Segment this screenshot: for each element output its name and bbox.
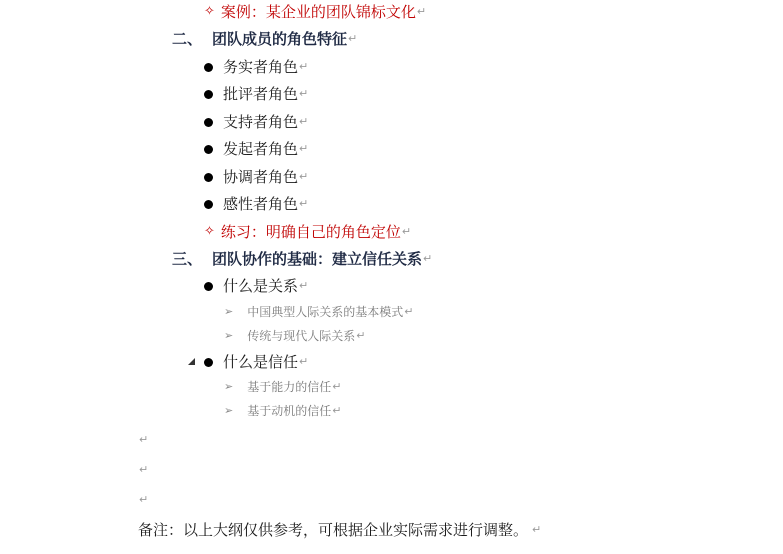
paragraph-mark-icon: ↵ <box>299 142 309 155</box>
outline-text: 支持者角色 <box>223 113 299 131</box>
outline-arrow-item[interactable] <box>224 377 341 397</box>
outline-bullet-item[interactable] <box>204 112 308 132</box>
paragraph-mark-icon: ↵ <box>299 87 309 100</box>
outline-arrow-item[interactable] <box>224 302 413 322</box>
empty-paragraph[interactable] <box>138 430 148 450</box>
outline-text: 基于动机的信任 <box>247 404 332 418</box>
paragraph-mark-icon: ↵ <box>332 404 342 417</box>
paragraph-mark-icon: ↵ <box>299 115 309 128</box>
paragraph-mark-icon: ↵ <box>416 5 427 18</box>
paragraph-mark-icon: ↵ <box>356 329 366 342</box>
outline-bullet-item[interactable] <box>204 84 308 104</box>
note-paragraph[interactable] <box>138 520 541 540</box>
heading-text: 团队成员的角色特征 <box>212 30 348 48</box>
outline-text: 案例：某企业的团队锦标文化 <box>220 3 416 21</box>
outline-line-exercise[interactable] <box>204 222 411 242</box>
bullet-dot-icon <box>204 90 213 99</box>
heading-number: 二、 <box>172 30 203 48</box>
empty-paragraph[interactable] <box>138 460 148 480</box>
bullet-dot-icon <box>204 145 213 154</box>
bullet-dot-icon <box>204 173 213 182</box>
outline-text: 协调者角色 <box>223 168 299 186</box>
arrow-bullet-icon: ➢ <box>224 380 234 393</box>
diamond-bullet-icon: ✧ <box>204 4 215 19</box>
outline-bullet-item[interactable] <box>204 167 308 187</box>
outline-heading-three[interactable] <box>172 249 432 269</box>
paragraph-mark-icon: ↵ <box>423 252 433 265</box>
outline-text: 传统与现代人际关系 <box>247 329 356 343</box>
note-text: 备注：以上大纲仅供参考，可根据企业实际需求进行调整。 <box>138 521 529 539</box>
outline-bullet-item[interactable] <box>204 194 308 214</box>
diamond-bullet-icon: ✧ <box>204 224 215 239</box>
outline-bullet-item[interactable] <box>204 276 308 296</box>
outline-text: 基于能力的信任 <box>247 380 332 394</box>
outline-bullet-item[interactable] <box>204 352 308 372</box>
bullet-dot-icon <box>204 118 213 127</box>
paragraph-mark-icon: ↵ <box>532 523 542 536</box>
outline-text: 练习：明确自己的角色定位 <box>220 223 401 241</box>
triangle-collapse-icon[interactable] <box>188 358 195 365</box>
paragraph-mark-icon: ↵ <box>299 170 309 183</box>
outline-bullet-item[interactable] <box>204 57 308 77</box>
paragraph-mark-icon: ↵ <box>404 305 414 318</box>
outline-text: 什么是信任 <box>223 353 299 371</box>
paragraph-mark-icon: ↵ <box>299 60 309 73</box>
paragraph-mark-icon: ↵ <box>401 225 412 238</box>
bullet-dot-icon <box>204 200 213 209</box>
outline-arrow-item[interactable] <box>224 401 341 421</box>
paragraph-mark-icon: ↵ <box>139 463 149 476</box>
outline-heading-two[interactable] <box>172 29 357 49</box>
outline-text: 发起者角色 <box>223 140 299 158</box>
bullet-dot-icon <box>204 63 213 72</box>
arrow-bullet-icon: ➢ <box>224 404 234 417</box>
heading-number: 三、 <box>172 250 203 268</box>
outline-text: 感性者角色 <box>223 195 299 213</box>
outline-arrow-item[interactable] <box>224 326 365 346</box>
bullet-dot-icon <box>204 358 213 367</box>
outline-bullet-item[interactable] <box>204 139 308 159</box>
outline-text: 务实者角色 <box>223 58 299 76</box>
paragraph-mark-icon: ↵ <box>332 380 342 393</box>
arrow-bullet-icon: ➢ <box>224 305 234 318</box>
heading-text: 团队协作的基础：建立信任关系 <box>212 250 423 268</box>
paragraph-mark-icon: ↵ <box>299 197 309 210</box>
paragraph-mark-icon: ↵ <box>139 433 149 446</box>
bullet-dot-icon <box>204 282 213 291</box>
arrow-bullet-icon: ➢ <box>224 329 234 342</box>
outline-text: 什么是关系 <box>223 277 299 295</box>
outline-line-case[interactable] <box>204 2 426 22</box>
paragraph-mark-icon: ↵ <box>139 493 149 506</box>
paragraph-mark-icon: ↵ <box>299 279 309 292</box>
outline-text: 批评者角色 <box>223 85 299 103</box>
outline-text: 中国典型人际关系的基本模式 <box>247 305 404 319</box>
empty-paragraph[interactable] <box>138 490 148 510</box>
paragraph-mark-icon: ↵ <box>348 32 358 45</box>
paragraph-mark-icon: ↵ <box>299 355 309 368</box>
